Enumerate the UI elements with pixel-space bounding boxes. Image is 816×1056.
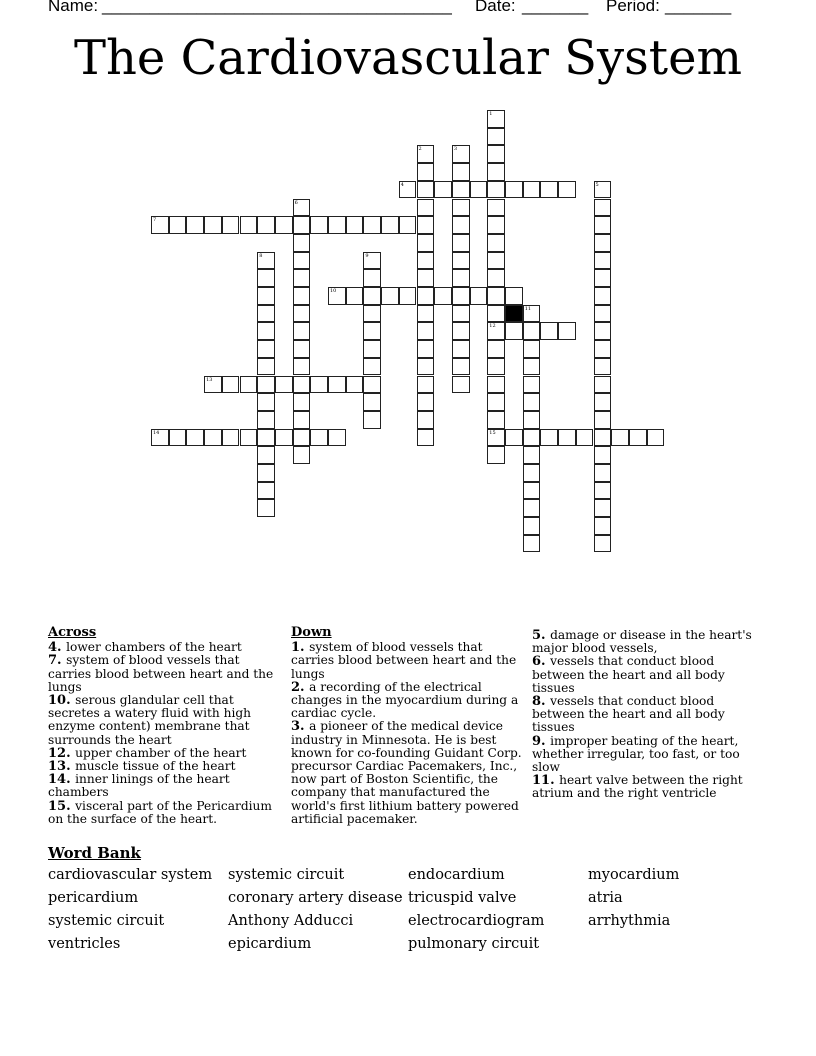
- crossword-cell[interactable]: [487, 234, 505, 252]
- word-bank-item: pericardium: [48, 890, 139, 906]
- crossword-cell[interactable]: [594, 411, 612, 429]
- word-bank-item: systemic circuit: [48, 913, 165, 929]
- crossword-cell[interactable]: [257, 499, 275, 517]
- crossword-cell[interactable]: [257, 269, 275, 287]
- crossword-cell[interactable]: [540, 322, 558, 340]
- crossword-cell[interactable]: [505, 322, 523, 340]
- crossword-cell[interactable]: [310, 376, 328, 394]
- crossword-cell[interactable]: [293, 340, 311, 358]
- crossword-cell[interactable]: [186, 216, 204, 234]
- crossword-cell[interactable]: [594, 499, 612, 517]
- crossword-cell[interactable]: [293, 446, 311, 464]
- crossword-cell[interactable]: [417, 216, 435, 234]
- crossword-cell[interactable]: [452, 145, 470, 163]
- crossword-cell[interactable]: [594, 199, 612, 217]
- word-bank-item: epicardium: [228, 936, 312, 952]
- crossword-cell[interactable]: [293, 287, 311, 305]
- down-heading: Down: [291, 625, 332, 640]
- crossword-cell[interactable]: [363, 216, 381, 234]
- student-info-header: [48, 0, 768, 20]
- crossword-cell[interactable]: [363, 287, 381, 305]
- word-bank-item: arrhythmia: [588, 913, 671, 929]
- crossword-cell[interactable]: [523, 340, 541, 358]
- crossword-cell[interactable]: [417, 429, 435, 447]
- crossword-cell[interactable]: [363, 411, 381, 429]
- crossword-cell[interactable]: [186, 429, 204, 447]
- crossword-cell[interactable]: [523, 358, 541, 376]
- clue-item: 1. system of blood vessels that carries blood between heart and the lungs: [291, 640, 517, 681]
- clue-item: 15. visceral part of the Pericardium on the surface of the heart.: [48, 798, 272, 826]
- word-bank-item: myocardium: [588, 867, 680, 883]
- period-field[interactable]: _______: [665, 0, 732, 15]
- crossword-cell[interactable]: [240, 216, 258, 234]
- crossword-cell[interactable]: [293, 252, 311, 270]
- crossword-cell[interactable]: [523, 181, 541, 199]
- crossword-cell[interactable]: [346, 376, 364, 394]
- crossword-cell[interactable]: [558, 181, 576, 199]
- crossword-cell[interactable]: [399, 216, 417, 234]
- crossword-cell[interactable]: [310, 216, 328, 234]
- name-field[interactable]: _____________________________________: [102, 0, 452, 15]
- crossword-cell[interactable]: [452, 199, 470, 217]
- crossword-cell[interactable]: [346, 216, 364, 234]
- crossword-cell[interactable]: [363, 358, 381, 376]
- crossword-cell[interactable]: [240, 376, 258, 394]
- crossword-cell[interactable]: [293, 305, 311, 323]
- crossword-cell[interactable]: [399, 181, 417, 199]
- crossword-cell[interactable]: [222, 429, 240, 447]
- crossword-cell[interactable]: [629, 429, 647, 447]
- clue-item: 11. heart valve between the right atrium and the right ventricle: [532, 773, 743, 801]
- crossword-cell[interactable]: [417, 269, 435, 287]
- clue-item: 5. damage or disease in the heart's major blood vessels,: [532, 628, 752, 656]
- crossword-cell[interactable]: [558, 322, 576, 340]
- crossword-cell[interactable]: [523, 535, 541, 553]
- crossword-cell[interactable]: [487, 446, 505, 464]
- period-label: Period:: [606, 0, 660, 15]
- crossword-cell[interactable]: [505, 181, 523, 199]
- crossword-cell[interactable]: [257, 376, 275, 394]
- crossword-cell[interactable]: [452, 216, 470, 234]
- crossword-cell[interactable]: [487, 199, 505, 217]
- clue-number: 11: [524, 305, 532, 312]
- crossword-cell[interactable]: [169, 429, 187, 447]
- crossword-cell[interactable]: [523, 499, 541, 517]
- crossword-cell[interactable]: [452, 358, 470, 376]
- word-bank-item: systemic circuit: [228, 867, 345, 883]
- crossword-cell[interactable]: [399, 287, 417, 305]
- crossword-cell[interactable]: [487, 411, 505, 429]
- word-bank-heading: Word Bank: [48, 844, 141, 862]
- crossword-cell[interactable]: [417, 199, 435, 217]
- crossword-cell[interactable]: [523, 446, 541, 464]
- crossword-cell[interactable]: [594, 340, 612, 358]
- crossword-cell[interactable]: [363, 376, 381, 394]
- crossword-cell[interactable]: [611, 429, 629, 447]
- crossword-cell[interactable]: [540, 181, 558, 199]
- crossword-cell[interactable]: [222, 376, 240, 394]
- word-bank: [48, 844, 768, 954]
- crossword-cell[interactable]: [594, 535, 612, 553]
- crossword-cell[interactable]: [487, 128, 505, 146]
- crossword-cell[interactable]: [257, 411, 275, 429]
- crossword-cell[interactable]: [505, 429, 523, 447]
- clue-item: 8. vessels that conduct blood between the heart and all body tissues: [532, 694, 725, 735]
- clue-item: 10. serous glandular cell that secretes a watery fluid with high enzyme content) membrane that surrounds the heart: [48, 693, 252, 747]
- crossword-cell[interactable]: [487, 110, 505, 128]
- crossword-cell[interactable]: [417, 234, 435, 252]
- crossword-cell[interactable]: [594, 322, 612, 340]
- crossword-cell[interactable]: [452, 340, 470, 358]
- crossword-cell[interactable]: [257, 446, 275, 464]
- clue-number: 13: [206, 376, 213, 383]
- crossword-cell[interactable]: [452, 269, 470, 287]
- crossword-cell[interactable]: [381, 216, 399, 234]
- crossword-cell[interactable]: [293, 234, 311, 252]
- clue-number: 7: [153, 217, 157, 224]
- crossword-cell[interactable]: [293, 269, 311, 287]
- crossword-cell[interactable]: [487, 287, 505, 305]
- page-title: The Cardiovascular System: [73, 30, 743, 86]
- crossword-cell[interactable]: [434, 287, 452, 305]
- crossword-cell[interactable]: [257, 252, 275, 270]
- crossword-cell[interactable]: [328, 376, 346, 394]
- crossword-cell[interactable]: [257, 322, 275, 340]
- crossword-cell[interactable]: [417, 305, 435, 323]
- crossword-cell[interactable]: [257, 287, 275, 305]
- crossword-cell[interactable]: [452, 305, 470, 323]
- crossword-cell[interactable]: [328, 287, 346, 305]
- crossword-cell[interactable]: [293, 393, 311, 411]
- crossword-cell[interactable]: [434, 181, 452, 199]
- date-label: Date:: [475, 0, 516, 15]
- crossword-cell[interactable]: [594, 376, 612, 394]
- crossword-cell[interactable]: [594, 482, 612, 500]
- crossword-cell[interactable]: [417, 181, 435, 199]
- crossword-cell[interactable]: [293, 411, 311, 429]
- crossword-cell[interactable]: [540, 429, 558, 447]
- crossword-cell[interactable]: [417, 322, 435, 340]
- crossword-cell[interactable]: [363, 322, 381, 340]
- crossword-cell[interactable]: [363, 305, 381, 323]
- crossword-cell[interactable]: [505, 287, 523, 305]
- crossword-cell[interactable]: [363, 269, 381, 287]
- crossword-cell[interactable]: [257, 429, 275, 447]
- clue-item: 14. inner linings of the heart chambers: [48, 772, 230, 800]
- crossword-cell[interactable]: [594, 252, 612, 270]
- crossword-cell[interactable]: [594, 287, 612, 305]
- crossword-cell[interactable]: [487, 145, 505, 163]
- blocked-cell: [505, 305, 523, 323]
- crossword-cell[interactable]: [594, 216, 612, 234]
- crossword-cell[interactable]: [275, 216, 293, 234]
- crossword-cell[interactable]: [417, 358, 435, 376]
- crossword-cell[interactable]: [523, 376, 541, 394]
- crossword-cell[interactable]: [523, 429, 541, 447]
- crossword-cell[interactable]: [328, 429, 346, 447]
- crossword-cell[interactable]: [487, 340, 505, 358]
- crossword-cell[interactable]: [523, 305, 541, 323]
- crossword-cell[interactable]: [204, 376, 222, 394]
- clue-item: 13. muscle tissue of the heart: [48, 759, 236, 775]
- crossword-cell[interactable]: [257, 358, 275, 376]
- name-label: Name:: [48, 0, 99, 15]
- crossword-cell[interactable]: [487, 269, 505, 287]
- word-bank-item: tricuspid valve: [408, 890, 517, 906]
- crossword-cell[interactable]: [417, 393, 435, 411]
- crossword-cell[interactable]: [204, 429, 222, 447]
- crossword-cell[interactable]: [594, 393, 612, 411]
- crossword-cell[interactable]: [381, 287, 399, 305]
- clue-number: 8: [259, 252, 263, 259]
- crossword-cell[interactable]: [452, 252, 470, 270]
- word-bank-item: ventricles: [48, 936, 121, 952]
- crossword-cell[interactable]: [452, 181, 470, 199]
- crossword-cell[interactable]: [257, 216, 275, 234]
- word-bank-item: endocardium: [408, 867, 505, 883]
- word-bank-item: cardiovascular system: [48, 867, 213, 883]
- down-clues: [291, 626, 527, 826]
- crossword-cell[interactable]: [169, 216, 187, 234]
- clue-item: 3. a pioneer of the medical device industry in Minnesota. He is best known for co-founding Guidant Corp. precursor Cardiac Pacemakers, Inc., now part of Boston Scientific, the company that manufactured the world's first lithium battery powered artificial pacemaker.: [291, 719, 522, 826]
- clue-item: 2. a recording of the electrical changes in the myocardium during a cardiac cycle.: [291, 679, 519, 721]
- clue-item: 6. vessels that conduct blood between the heart and all body tissues: [532, 654, 725, 695]
- crossword-cell[interactable]: [363, 340, 381, 358]
- crossword-cell[interactable]: [293, 199, 311, 217]
- clue-number: 10: [330, 288, 337, 294]
- crossword-cell[interactable]: [417, 145, 435, 163]
- crossword-cell[interactable]: [594, 269, 612, 287]
- crossword-cell[interactable]: [523, 322, 541, 340]
- crossword-cell[interactable]: [151, 429, 169, 447]
- crossword-cell[interactable]: [523, 464, 541, 482]
- word-bank-item: Anthony Adducci: [228, 913, 354, 929]
- crossword-cell[interactable]: [452, 234, 470, 252]
- clue-item: 12. upper chamber of the heart: [48, 745, 247, 761]
- crossword-cell[interactable]: [293, 216, 311, 234]
- crossword-cell[interactable]: [523, 393, 541, 411]
- clue-number: 9: [365, 252, 369, 259]
- crossword-cell[interactable]: [257, 464, 275, 482]
- clue-number: 12: [489, 323, 496, 330]
- crossword-cell[interactable]: [257, 482, 275, 500]
- crossword-cell[interactable]: [487, 358, 505, 376]
- crossword-cell[interactable]: [293, 358, 311, 376]
- crossword-cell[interactable]: [452, 376, 470, 394]
- crossword-cell[interactable]: [417, 252, 435, 270]
- crossword-cell[interactable]: [363, 252, 381, 270]
- crossword-cell[interactable]: [487, 305, 505, 323]
- clue-number: 1: [489, 111, 493, 117]
- crossword-cell[interactable]: [452, 163, 470, 181]
- crossword-cell[interactable]: [523, 411, 541, 429]
- crossword-cell[interactable]: [310, 429, 328, 447]
- crossword-cell[interactable]: [275, 376, 293, 394]
- crossword-cell[interactable]: [487, 181, 505, 199]
- clue-item: 7. system of blood vessels that carries blood between heart and the lungs: [48, 653, 274, 694]
- crossword-cell[interactable]: [346, 287, 364, 305]
- clue-number: 6: [294, 199, 298, 206]
- word-bank-item: electrocardiogram: [408, 913, 545, 929]
- crossword-cell[interactable]: [523, 517, 541, 535]
- clue-number: 3: [453, 146, 458, 153]
- crossword-cell[interactable]: [576, 429, 594, 447]
- crossword-cell[interactable]: [487, 322, 505, 340]
- crossword-cell[interactable]: [452, 287, 470, 305]
- word-bank-item: atria: [588, 890, 623, 906]
- crossword-cell[interactable]: [204, 216, 222, 234]
- crossword-cell[interactable]: [523, 482, 541, 500]
- crossword-cell[interactable]: [594, 446, 612, 464]
- crossword-cell[interactable]: [487, 376, 505, 394]
- crossword-cell[interactable]: [594, 305, 612, 323]
- crossword-cell[interactable]: [470, 181, 488, 199]
- crossword-cell[interactable]: [240, 429, 258, 447]
- word-bank-item: coronary artery disease: [228, 890, 403, 906]
- crossword-cell[interactable]: [470, 287, 488, 305]
- down-clues-continued: [532, 629, 760, 801]
- crossword-cell[interactable]: [487, 216, 505, 234]
- crossword-cell[interactable]: [594, 464, 612, 482]
- crossword-cell[interactable]: [257, 305, 275, 323]
- crossword-cell[interactable]: [487, 393, 505, 411]
- clue-number: 14: [153, 429, 160, 436]
- across-clues: [48, 626, 276, 826]
- crossword-cell[interactable]: [293, 322, 311, 340]
- date-field[interactable]: _______: [522, 0, 589, 15]
- crossword-cell[interactable]: [558, 429, 576, 447]
- word-bank-item: pulmonary circuit: [408, 936, 540, 952]
- crossword-cell[interactable]: [594, 358, 612, 376]
- crossword-cell[interactable]: [487, 252, 505, 270]
- clue-item: 9. improper beating of the heart, whether irregular, too fast, or too slow: [532, 733, 740, 775]
- crossword-cell[interactable]: [594, 181, 612, 199]
- clue-number: 15: [489, 429, 496, 436]
- crossword-cell[interactable]: [417, 287, 435, 305]
- crossword-cell[interactable]: [594, 429, 612, 447]
- crossword-cell[interactable]: [222, 216, 240, 234]
- crossword-cell[interactable]: [275, 429, 293, 447]
- clue-item: 4. lower chambers of the heart: [48, 640, 242, 656]
- across-heading: Across: [48, 625, 97, 640]
- crossword-cell[interactable]: [417, 411, 435, 429]
- crossword-cell[interactable]: [594, 234, 612, 252]
- crossword-cell[interactable]: [487, 429, 505, 447]
- crossword-cell[interactable]: [487, 163, 505, 181]
- crossword-cell[interactable]: [417, 340, 435, 358]
- crossword-cell[interactable]: [257, 393, 275, 411]
- crossword-cell[interactable]: [417, 163, 435, 181]
- crossword-cell[interactable]: [257, 340, 275, 358]
- crossword-cell[interactable]: [363, 393, 381, 411]
- crossword-cell[interactable]: [417, 376, 435, 394]
- crossword-cell[interactable]: [293, 429, 311, 447]
- crossword-cell[interactable]: [647, 429, 665, 447]
- clue-number: 2: [418, 146, 422, 153]
- crossword-cell[interactable]: [293, 376, 311, 394]
- crossword-cell[interactable]: [151, 216, 169, 234]
- crossword-cell[interactable]: [594, 517, 612, 535]
- clue-number: 4: [400, 181, 404, 188]
- crossword-cell[interactable]: [328, 216, 346, 234]
- clue-number: 5: [595, 181, 599, 188]
- crossword-cell[interactable]: [452, 322, 470, 340]
